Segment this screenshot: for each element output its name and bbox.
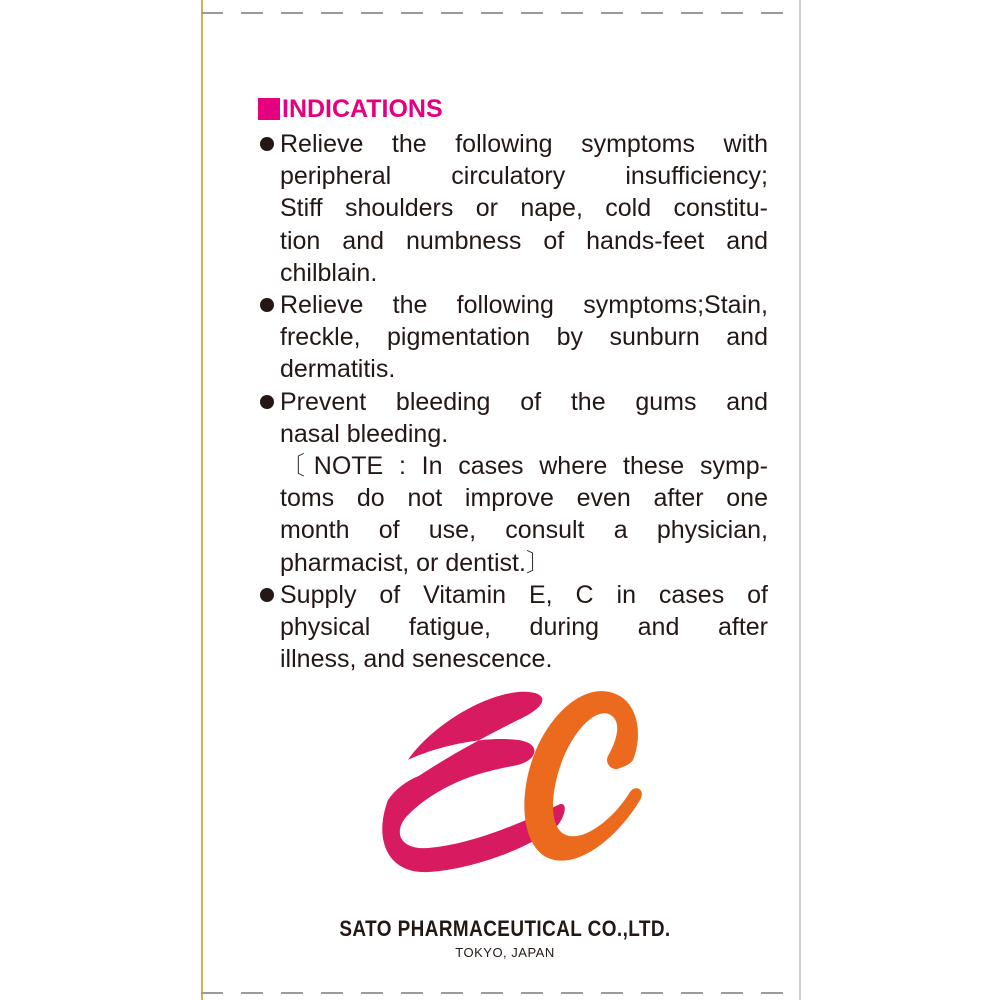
- item-line: illness, and senescence.: [280, 645, 553, 674]
- item-line: Relieve the following symptoms with: [280, 130, 768, 158]
- bullet-icon: [260, 588, 274, 602]
- item-line: Supply of Vitamin E, C in cases of: [280, 580, 768, 609]
- bottom-perforation: [201, 992, 801, 994]
- item-line: 〔NOTE : In cases where these symp-: [280, 452, 768, 481]
- item-line: dermatitis.: [280, 355, 396, 384]
- indications-heading: [258, 94, 443, 124]
- item-line: nasal bleeding.: [280, 419, 449, 448]
- bullet-icon: [260, 395, 274, 409]
- logo-letter-c: [524, 691, 642, 861]
- item-line: Relieve the following symptoms;Stain,: [280, 291, 768, 320]
- item-line: Prevent bleeding of the gums and: [280, 387, 768, 416]
- company-location: TOKYO, JAPAN: [455, 945, 555, 960]
- item-line: tion and numbness of hands-feet and: [280, 226, 768, 255]
- item-line: toms do not improve even after one: [280, 484, 768, 513]
- list-item: [258, 128, 768, 289]
- bullet-icon: [260, 298, 274, 312]
- item-line: freckle, pigmentation by sunburn and: [280, 323, 768, 352]
- item-line: peripheral circulatory insufficiency;: [280, 162, 768, 191]
- bullet-icon: [260, 137, 274, 151]
- ec-logo: [368, 680, 658, 880]
- item-line: chilblain.: [280, 258, 378, 287]
- heading-text: INDICATIONS: [282, 94, 443, 123]
- top-perforation: [201, 12, 801, 14]
- indications-list: [258, 128, 768, 675]
- list-item: [258, 386, 768, 579]
- company-name: SATO PHARMACEUTICAL CO.,LTD.: [339, 916, 671, 941]
- item-line: physical fatigue, during and after: [280, 613, 768, 642]
- list-item: [258, 579, 768, 676]
- list-item: [258, 289, 768, 386]
- item-line: month of use, consult a physician,: [280, 516, 768, 545]
- heading-square-icon: [258, 98, 280, 120]
- item-line: pharmacist, or dentist.〕: [280, 548, 551, 577]
- item-line: Stiff shoulders or nape, cold constitu-: [280, 194, 768, 223]
